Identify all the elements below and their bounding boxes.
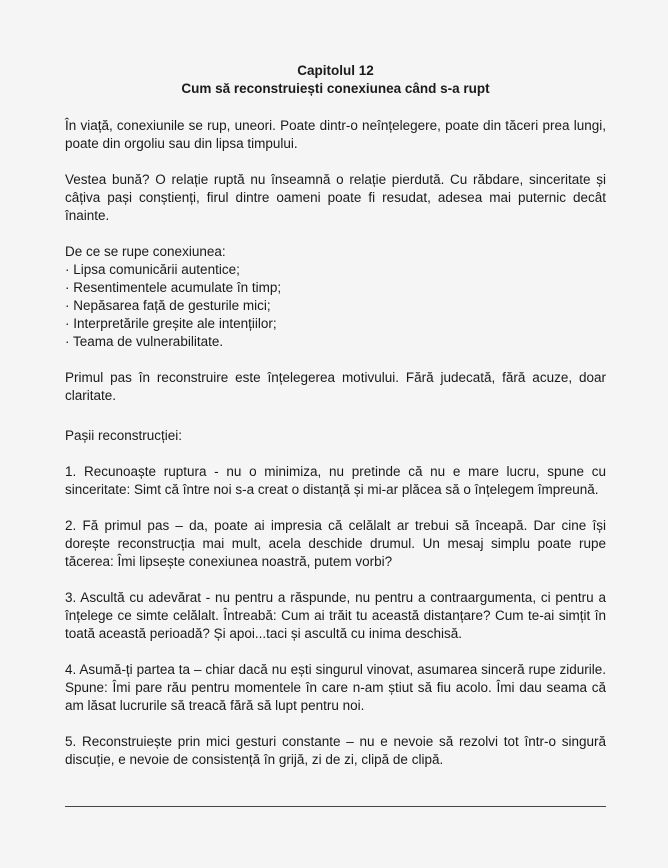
horizontal-divider [65,806,606,807]
list-item: · Teama de vulnerabilitate. [65,334,224,349]
first-step-paragraph: Primul pas în reconstruire este înțelegerea motivului. Fără judecată, fără acuze, doar claritate. [65,370,606,403]
list-item: · Resentimentele acumulate în timp; [65,280,282,295]
chapter-title: Cum să reconstruiești conexiunea când s-a rupt [181,81,490,96]
list-item: · Lipsa comunicării autentice; [65,262,240,277]
intro-paragraph: În viață, conexiunile se rup, uneori. Poate dintr-o neînțelegere, poate din tăceri prea lungi, poate din orgoliu sau din lipsa timpului. [65,118,606,151]
step-paragraph: 1. Recunoaște ruptura - nu o minimiza, nu pretinde că nu e mare lucru, spune cu sinceritate: Simt că între noi s-a creat o distanță și mi-ar plăcea să o înțelegem împreună. [65,464,606,497]
intro-paragraph: Vestea bună? O relație ruptă nu înseamnă o relație pierdută. Cu răbdare, sinceritate și câțiva pași conștienți, firul dintre oameni poate fi resudat, adesea mai puternic decât înainte. [65,172,606,223]
step-paragraph: 3. Ascultă cu adevărat - nu pentru a răspunde, nu pentru a contraargumenta, ci pentru a înțelege ce simte celălalt. Întreabă: Cum ai trăit tu această distanțare? Cum te-ai simțit în toată această perioadă? Și apoi...taci și ascultă cu inima deschisă. [65,590,606,641]
causes-heading: De ce se rupe conexiunea: [65,244,226,259]
causes-list [65,261,606,351]
steps-heading: Pașii reconstrucției: [65,428,183,443]
chapter-number: Capitolul 12 [297,63,374,78]
step-paragraph: 4. Asumă-ți partea ta – chiar dacă nu ești singurul vinovat, asumarea sinceră rupe zidurile. Spune: Îmi pare rău pentru momentele în care n-am știut să fiu acolo. Îmi dau seama că am lăsat lucrurile să treacă fără să lupt pentru noi. [65,662,606,713]
list-item: · Interpretările greșite ale intențiilor; [65,316,277,331]
step-paragraph: 2. Fă primul pas – da, poate ai impresia că celălalt ar trebui să înceapă. Dar cine își dorește reconstrucția mai mult, acela deschide drumul. Un mesaj simplu poate rupe tăcerea: Îmi lipsește conexiunea noastră, putem vorbi? [65,518,606,569]
list-item: · Nepăsarea față de gesturile mici; [65,298,271,313]
step-paragraph: 5. Reconstruiește prin mici gesturi constante – nu e nevoie să rezolvi tot într-o singură discuție, e nevoie de consistență în grijă, zi de zi, clipă de clipă. [65,734,606,767]
